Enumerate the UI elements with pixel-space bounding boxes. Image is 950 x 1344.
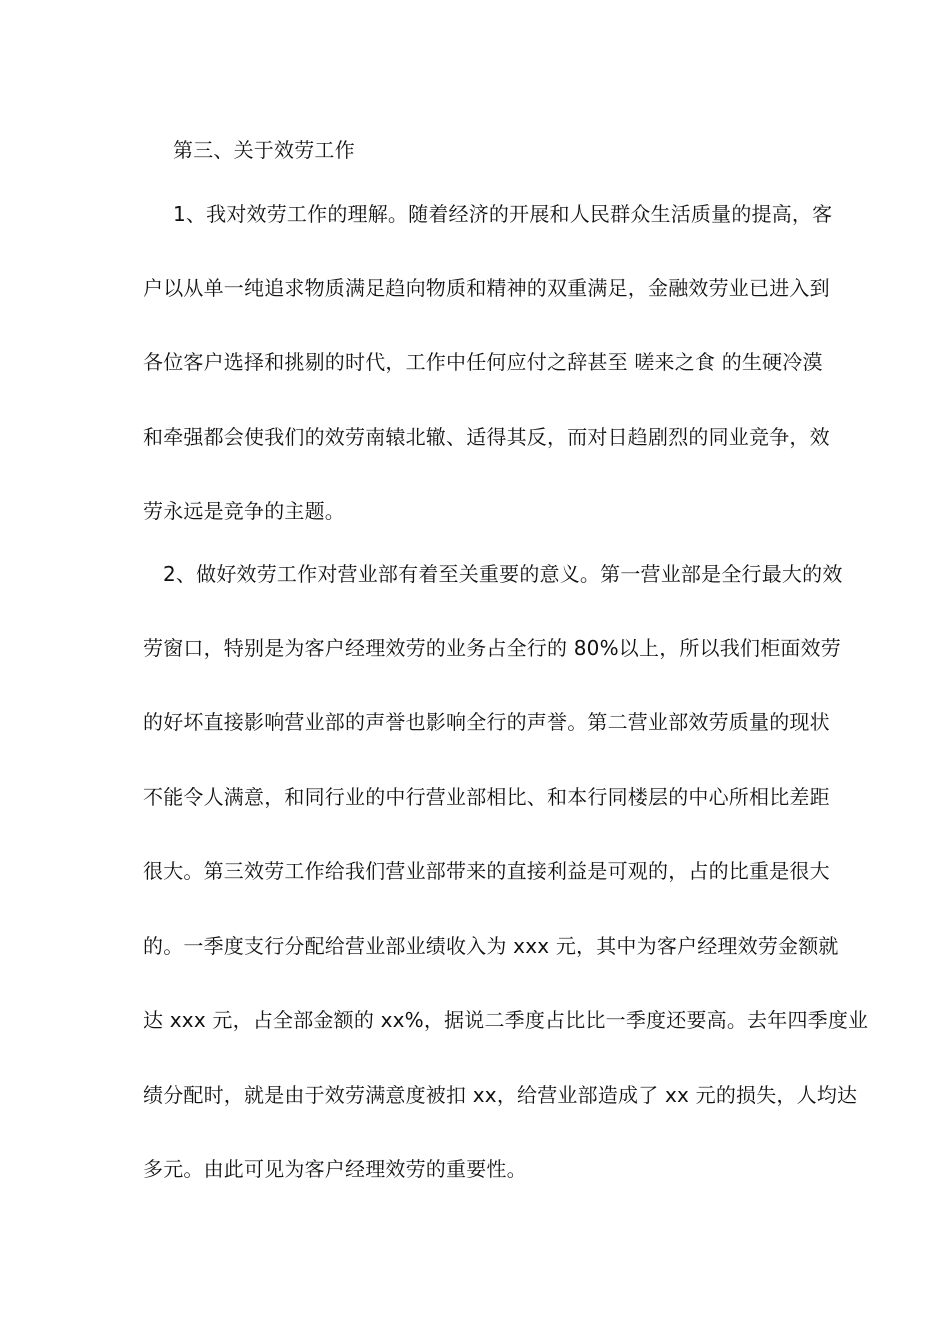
paragraph-2-line-4: 不能令人满意，和同行业的中行营业部相比、和本行同楼层的中心所相比差距 [143,785,830,809]
paragraph-2-line-7: 达 xxx 元，占全部金额的 xx%，据说二季度占比比一季度还要高。去年四季度业 [143,1008,869,1032]
paragraph-1-line-4: 和牵强都会使我们的效劳南辕北辙、适得其反，而对日趋剧烈的同业竞争，效 [143,425,830,449]
paragraph-2-line-2: 劳窗口，特别是为客户经理效劳的业务占全行的 80%以上，所以我们柜面效劳 [143,636,842,660]
paragraph-1-line-1: 1、我对效劳工作的理解。随着经济的开展和人民群众生活质量的提高，客 [173,202,833,226]
paragraph-1-line-5: 劳永远是竞争的主题。 [143,499,345,523]
paragraph-2-line-1: 2、做好效劳工作对营业部有着至关重要的意义。第一营业部是全行最大的效 [163,562,843,586]
paragraph-2-line-3: 的好坏直接影响营业部的声誉也影响全行的声誉。第二营业部效劳质量的现状 [143,710,830,734]
paragraph-2-line-9: 多元。由此可见为客户经理效劳的重要性。 [143,1157,527,1181]
paragraph-2-line-8: 绩分配时，就是由于效劳满意度被扣 xx，给营业部造成了 xx 元的损失，人均达 [143,1083,858,1107]
paragraph-1-line-2: 户以从单一纯追求物质满足趋向物质和精神的双重满足，金融效劳业已进入到 [143,276,830,300]
paragraph-2-line-5: 很大。第三效劳工作给我们营业部带来的直接利益是可观的，占的比重是很大 [143,859,830,883]
paragraph-2-line-6: 的。一季度支行分配给营业部业绩收入为 xxx 元，其中为客户经理效劳金额就 [143,934,839,958]
paragraph-1-line-3: 各位客户选择和挑剔的时代，工作中任何应付之辞甚至 嗟来之食 的生硬冷漠 [143,350,823,374]
section-heading: 第三、关于效劳工作 [173,138,355,162]
